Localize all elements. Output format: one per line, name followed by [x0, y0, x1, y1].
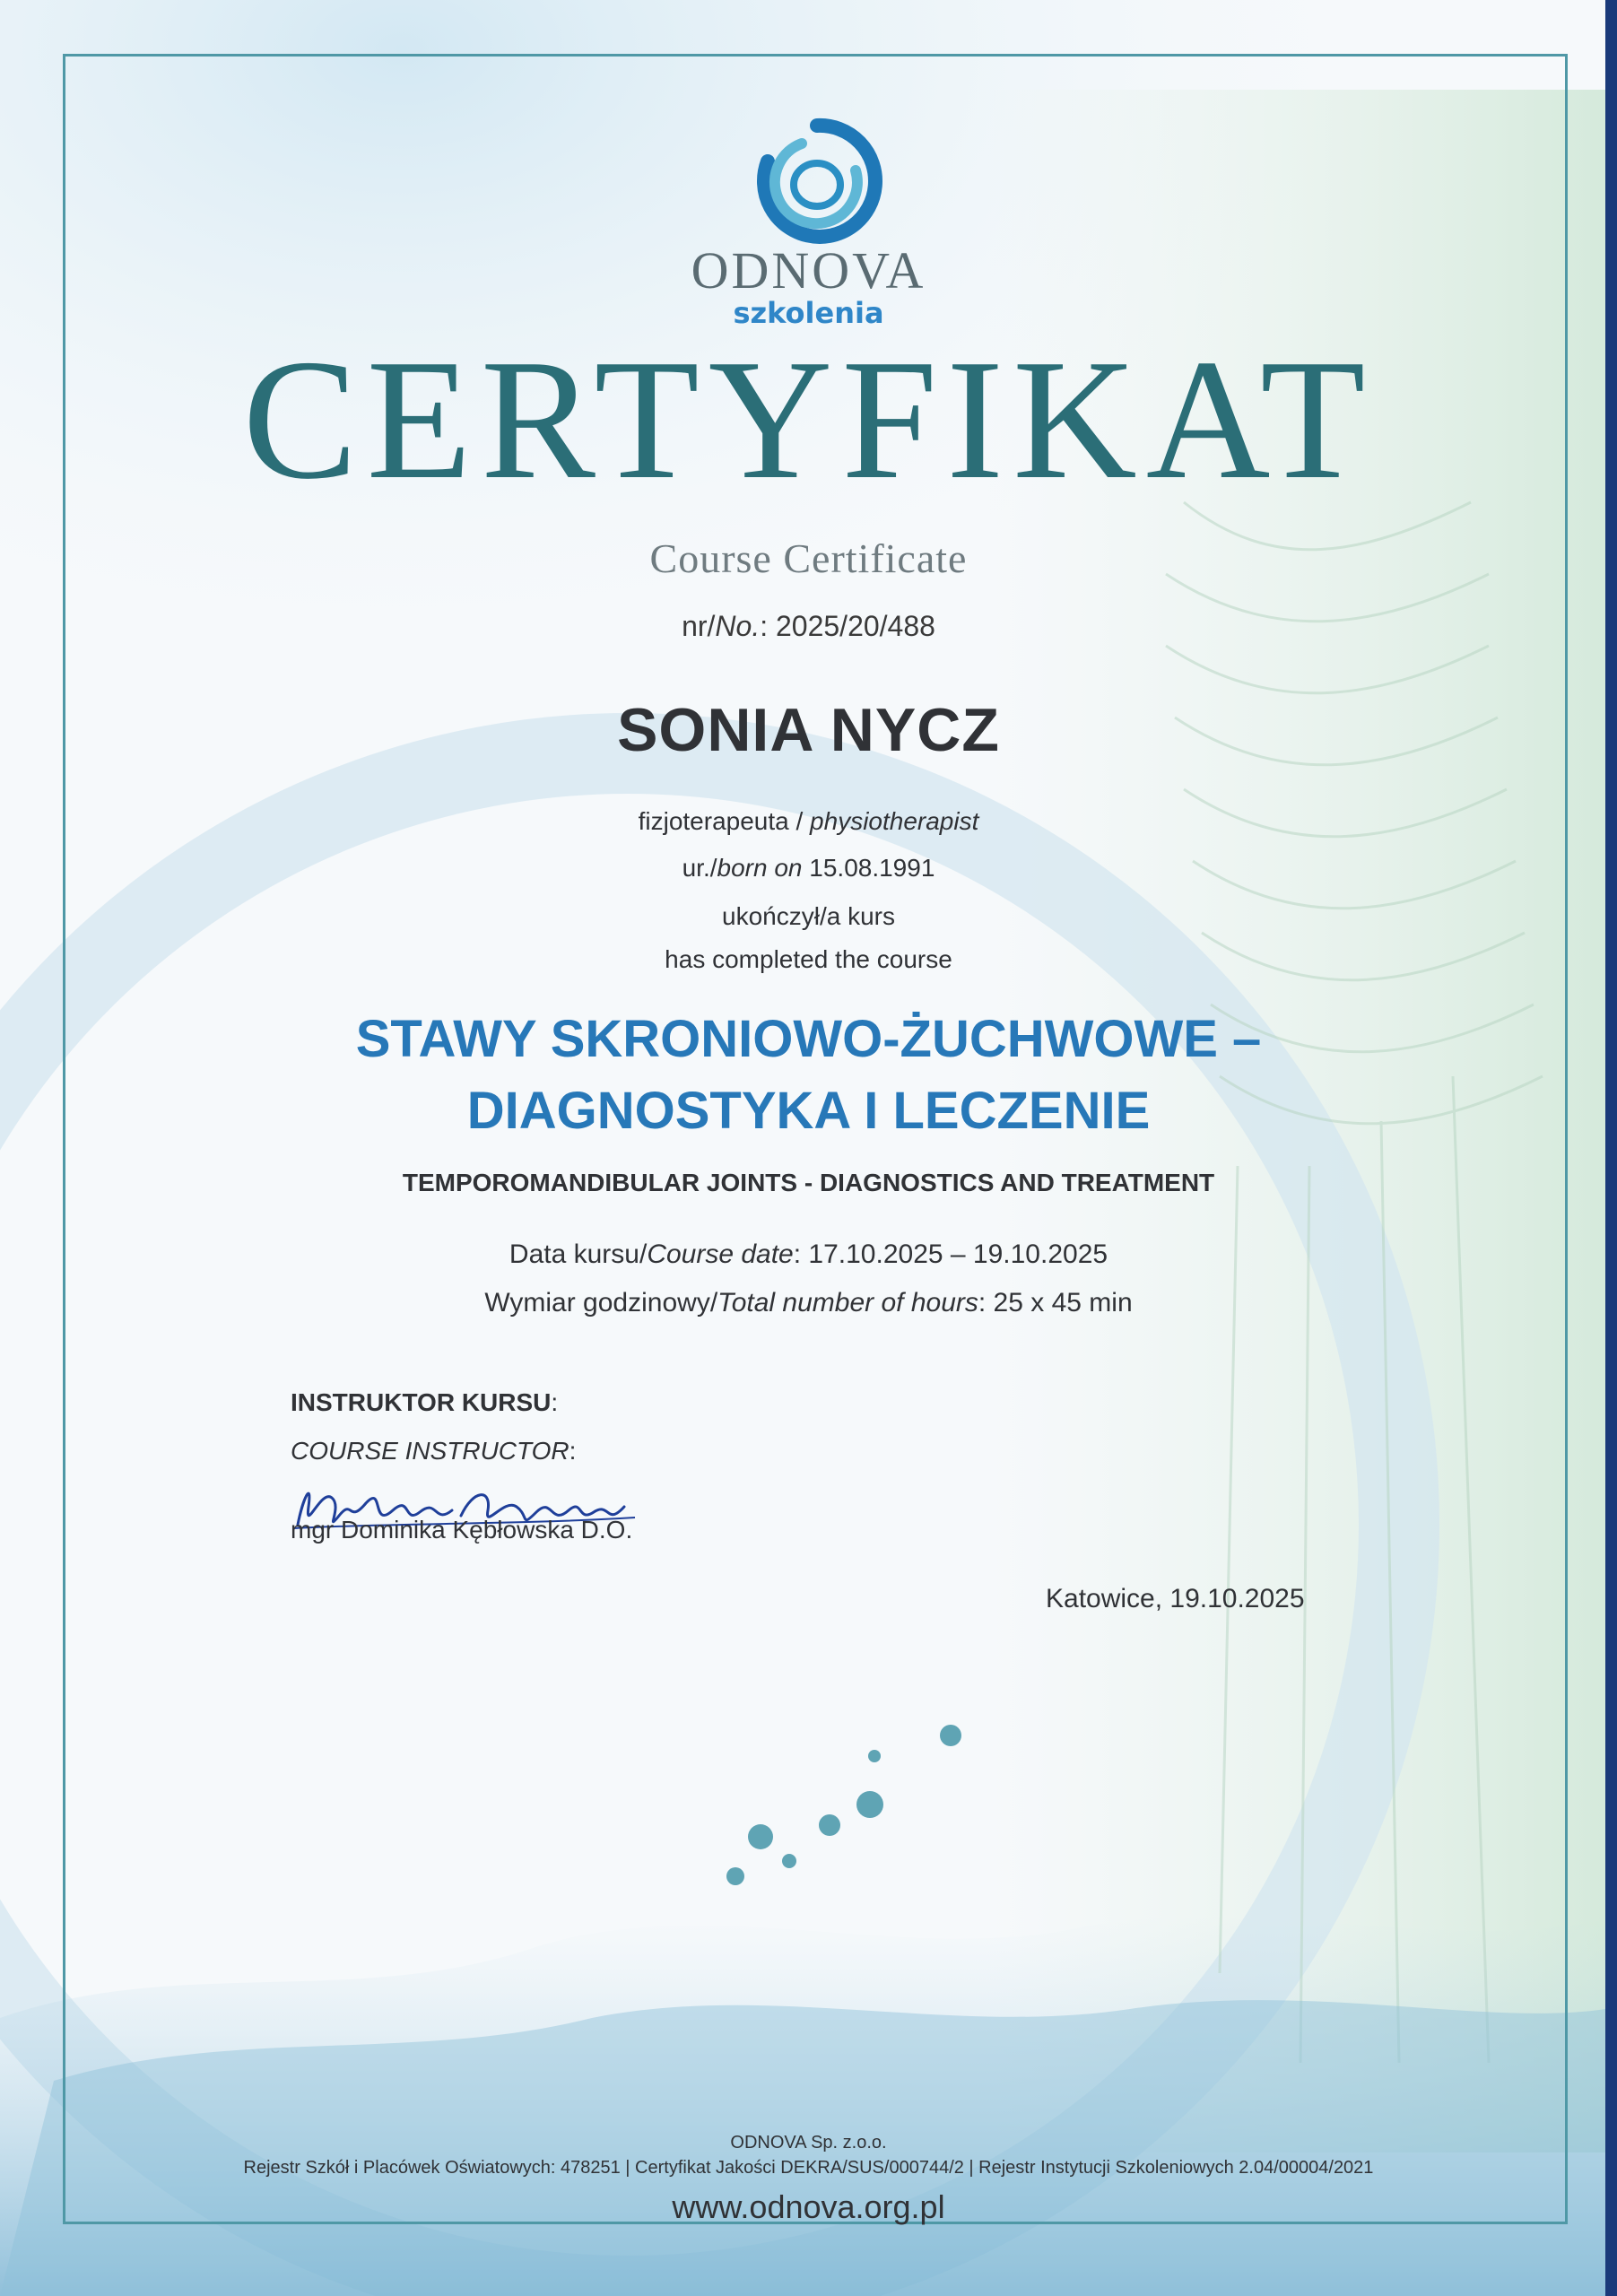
number-label-pl: nr/	[682, 610, 716, 642]
instructor-label-pl-suffix: :	[551, 1388, 559, 1416]
course-title-line2: DIAGNOSTYKA I LECZENIE	[466, 1082, 1151, 1140]
completed-en: has completed the course	[665, 945, 952, 973]
number-label-en: No.	[715, 610, 761, 642]
completed-pl: ukończył/a kurs	[722, 902, 895, 930]
born-value: 15.08.1991	[802, 854, 935, 882]
footer-url[interactable]: www.odnova.org.pl	[672, 2188, 945, 2225]
instructor-label-pl	[291, 1388, 558, 1417]
instructor-label-en-text: COURSE INSTRUCTOR	[291, 1437, 569, 1465]
hours-label-pl: Wymiar godzinowy/	[484, 1288, 718, 1318]
course-title-en: TEMPOROMANDIBULAR JOINTS - DIAGNOSTICS AND TREATMENT	[402, 1169, 1215, 1196]
born-en: born on	[717, 854, 803, 882]
profession-pl: fizjoterapeuta /	[638, 807, 811, 835]
hours-label-en: Total number of hours	[717, 1288, 978, 1318]
date-label-en: Course date	[647, 1239, 794, 1269]
course-title-line1: STAWY SKRONIOWO-ŻUCHWOWE –	[355, 1010, 1262, 1068]
certificate-number	[0, 610, 1605, 643]
course-date	[0, 1239, 1605, 1270]
number-value: : 2025/20/488	[760, 610, 935, 642]
instructor-label-pl-text: INSTRUKTOR KURSU	[291, 1388, 552, 1416]
issue-place-date: Katowice, 19.10.2025	[1046, 1584, 1305, 1613]
brand-name: ODNOVA	[691, 241, 926, 300]
instructor-label-en-suffix: :	[569, 1437, 577, 1465]
instructor-name: mgr Dominika Kębłowska D.O.	[291, 1516, 633, 1544]
swirl-circle-logo-icon	[741, 115, 893, 249]
footer-company: ODNOVA Sp. z.o.o.	[730, 2133, 887, 2152]
born-pl: ur./	[682, 854, 717, 882]
date-label-pl: Data kursu/	[509, 1239, 648, 1269]
profession-en: physiotherapist	[810, 807, 979, 835]
brand-subtitle: szkolenia	[733, 296, 884, 330]
recipient-birthdate	[0, 854, 1605, 883]
recipient-profession	[0, 807, 1605, 836]
recipient-name: SONIA NYCZ	[617, 696, 1000, 764]
date-value: : 17.10.2025 – 19.10.2025	[793, 1239, 1108, 1269]
certificate-subtitle: Course Certificate	[649, 535, 968, 581]
footer-registry: Rejestr Szkół i Placówek Oświatowych: 478251 | Certyfikat Jakości DEKRA/SUS/000744/2 | Rejestr Instytucji Szkoleniowych 2.04/00004/2021	[243, 2158, 1374, 2178]
hours-value: : 25 x 45 min	[978, 1288, 1133, 1318]
certificate-title: CERTYFIKAT	[242, 324, 1375, 515]
instructor-label-en	[291, 1437, 576, 1465]
course-hours	[0, 1288, 1605, 1318]
